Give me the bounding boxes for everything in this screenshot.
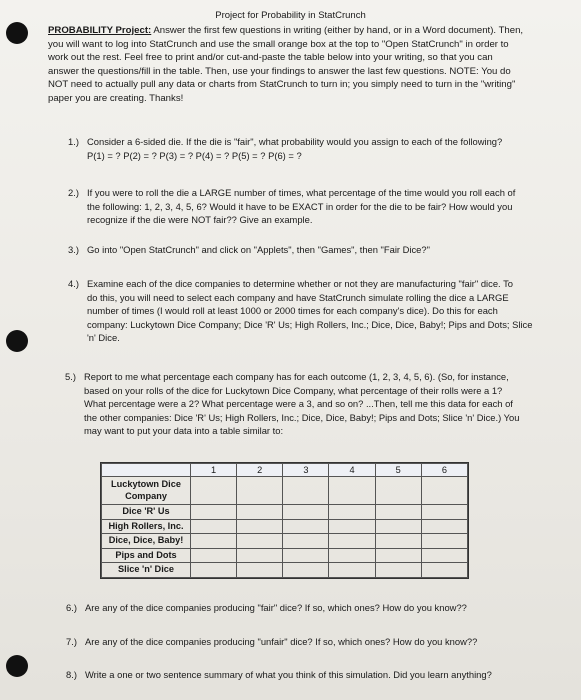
table-cell[interactable] — [329, 563, 375, 578]
table-cell[interactable] — [191, 519, 237, 534]
table-cell[interactable] — [375, 534, 421, 549]
question-7 — [66, 635, 477, 649]
table-header-cell: 1 — [191, 464, 237, 477]
table-cell[interactable] — [237, 505, 283, 520]
table-cell[interactable] — [237, 519, 283, 534]
table-cell[interactable] — [191, 534, 237, 549]
table-header-cell — [102, 464, 191, 477]
table-cell[interactable] — [421, 505, 467, 520]
table-cell[interactable] — [191, 477, 237, 505]
question-line: may want to put your data into a table similar to: — [84, 425, 284, 437]
question-number: 7.) — [66, 636, 77, 647]
table-cell[interactable] — [421, 534, 467, 549]
table-cell[interactable] — [191, 505, 237, 520]
table-cell[interactable] — [329, 519, 375, 534]
intro-line: NOT need to actually pull any data or charts from StatCrunch to turn in; you simply need to turn in the "writing" — [48, 79, 516, 91]
table-header-cell: 6 — [421, 464, 467, 477]
question-3 — [68, 243, 430, 257]
table-row — [102, 548, 468, 563]
table-cell[interactable] — [237, 477, 283, 505]
table-row-label: High Rollers, Inc. — [102, 519, 191, 534]
table-cell[interactable] — [191, 563, 237, 578]
table-header-cell: 3 — [283, 464, 329, 477]
question-line: What percentage were a 2? What percentage were a 3, and so on? ...Then, tell me this data for each of — [84, 398, 513, 410]
question-number: 6.) — [66, 602, 77, 613]
table-cell[interactable] — [283, 519, 329, 534]
table-cell[interactable] — [329, 534, 375, 549]
table-row — [102, 563, 468, 578]
question-line: If you were to roll the die a LARGE number of times, what percentage of the time would you roll each of — [87, 187, 516, 198]
intro-label: PROBABILITY Project: — [48, 25, 152, 36]
table-cell[interactable] — [237, 563, 283, 578]
question-5 — [65, 370, 519, 438]
table-cell[interactable] — [283, 563, 329, 578]
table-cell[interactable] — [421, 477, 467, 505]
intro-line: you will want to log into StatCrunch and use the small orange box at the top to "Open StatCrunch" in order to — [48, 38, 509, 50]
table-cell[interactable] — [329, 477, 375, 505]
table-cell[interactable] — [421, 563, 467, 578]
question-line: do this, you will need to select each company and have StatCrunch simulate rolling the dice a LARGE — [87, 291, 509, 303]
question-6 — [66, 601, 467, 615]
question-line: the other companies: Dice 'R' Us; High Rollers, Inc.; Dice, Dice, Baby!; Pips and Dots; Slice 'n' Dice.) You — [84, 411, 520, 423]
table-row-label: Slice 'n' Dice — [102, 563, 191, 578]
table-cell[interactable] — [375, 477, 421, 505]
question-line: Examine each of the dice companies to determine whether or not they are manufacturing "fair" dice. To — [87, 278, 513, 289]
table-cell[interactable] — [375, 548, 421, 563]
table-cell[interactable] — [421, 519, 467, 534]
question-number: 4.) — [68, 278, 79, 289]
question-8 — [66, 668, 492, 682]
table-cell[interactable] — [237, 534, 283, 549]
binder-hole — [6, 330, 28, 352]
intro-line: Answer the first few questions in writing (either by hand, or in a Word document). Then, — [151, 25, 524, 36]
intro-line: paper you are creating. Thanks! — [48, 92, 184, 104]
question-line: the following: 1, 2, 3, 4, 5, 6? Would it have to be EXACT in order for the die to be fair? How would you — [87, 200, 513, 212]
table-cell[interactable] — [375, 563, 421, 578]
question-1 — [68, 135, 502, 162]
table-cell[interactable] — [237, 548, 283, 563]
question-number: 5.) — [65, 371, 76, 382]
table-row — [102, 519, 468, 534]
question-number: 1.) — [68, 136, 79, 147]
question-4 — [68, 277, 532, 345]
table-cell[interactable] — [283, 505, 329, 520]
question-line: number of times (I would roll at least 1000 or 2000 times for each company's dice). Do this for each — [87, 305, 498, 317]
question-line: based on your rolls of the dice for Luckytown Dice Company, what percentage of their rolls were a 1? — [84, 384, 503, 396]
question-line: recognize if the die were NOT fair?? Give an example. — [87, 214, 313, 226]
table-cell[interactable] — [375, 505, 421, 520]
question-line: Write a one or two sentence summary of what you think of this simulation. Did you learn anything? — [85, 669, 492, 680]
question-2 — [68, 186, 515, 227]
binder-hole — [6, 22, 28, 44]
table-cell[interactable] — [329, 505, 375, 520]
table-row — [102, 477, 468, 505]
table-header-cell: 2 — [237, 464, 283, 477]
table-row-label: Dice, Dice, Baby! — [102, 534, 191, 549]
question-line: company: Luckytown Dice Company; Dice 'R' Us; High Rollers, Inc.; Dice, Dice, Baby!; Pips and Dots; Slice — [87, 318, 533, 330]
table-row — [102, 534, 468, 549]
table-row-label: Dice 'R' Us — [102, 505, 191, 520]
data-table — [100, 462, 469, 579]
table-row-label: Luckytown Dice Company — [102, 477, 191, 505]
table-cell[interactable] — [191, 548, 237, 563]
question-line: Consider a 6-sided die. If the die is "fair", what probability would you assign to each of the following? — [87, 136, 503, 147]
intro-line: work out the rest. Feel free to print and/or cut-and-paste the table below into your writing, so that you can — [48, 52, 493, 64]
table-cell[interactable] — [283, 477, 329, 505]
intro-line: answer the questions/fill in the table. Then, use your findings to answer the last few questions. NOTE: You do — [48, 65, 511, 77]
question-line: Go into "Open StatCrunch" and click on "Applets", then "Games", then "Fair Dice?" — [87, 244, 430, 255]
binder-hole — [6, 655, 28, 677]
question-line: Are any of the dice companies producing "unfair" dice? If so, which ones? How do you know?? — [85, 636, 478, 647]
question-number: 2.) — [68, 187, 79, 198]
table-cell[interactable] — [421, 548, 467, 563]
question-line: 'n' Dice. — [87, 332, 120, 344]
table-header-cell: 5 — [375, 464, 421, 477]
question-number: 3.) — [68, 244, 79, 255]
question-number: 8.) — [66, 669, 77, 680]
table-cell[interactable] — [283, 534, 329, 549]
table-row — [102, 505, 468, 520]
document-title: Project for Probability in StatCrunch — [215, 10, 366, 21]
question-line: P(1) = ? P(2) = ? P(3) = ? P(4) = ? P(5) = ? P(6) = ? — [87, 149, 302, 161]
question-line: Are any of the dice companies producing "fair" dice? If so, which ones? How do you know?? — [85, 602, 467, 613]
table-cell[interactable] — [329, 548, 375, 563]
table-cell[interactable] — [375, 519, 421, 534]
table-cell[interactable] — [283, 548, 329, 563]
intro-paragraph — [48, 24, 558, 106]
question-line: Report to me what percentage each company has for each outcome (1, 2, 3, 4, 5, 6). (So, for instance, — [84, 371, 509, 382]
table-header-cell: 4 — [329, 464, 375, 477]
table-row-label: Pips and Dots — [102, 548, 191, 563]
